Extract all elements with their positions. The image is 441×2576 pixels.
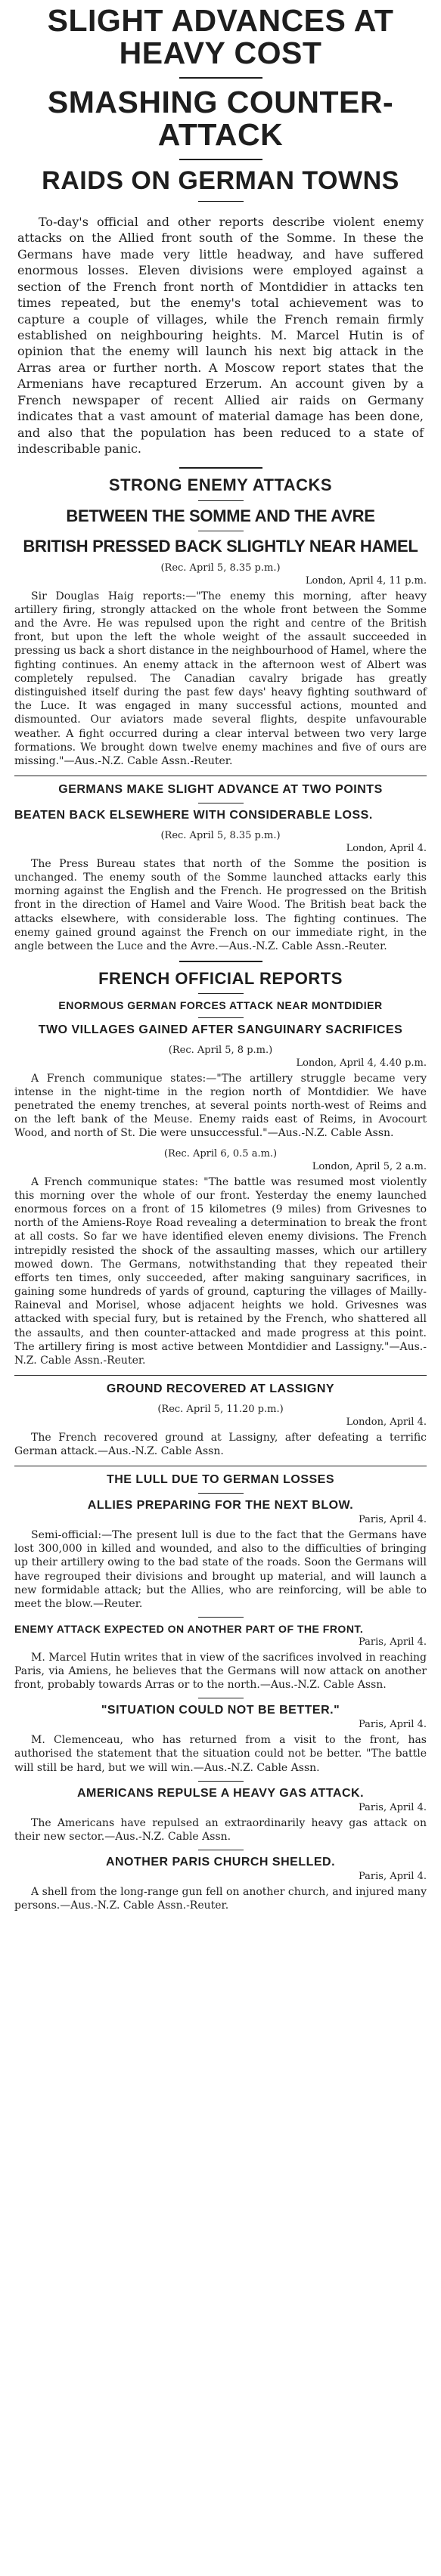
section-title: FRENCH OFFICIAL REPORTS bbox=[98, 969, 343, 989]
divider bbox=[198, 1017, 244, 1018]
divider bbox=[198, 993, 244, 994]
section-germans-slight-advance bbox=[14, 784, 427, 953]
section-subtitle: ENORMOUS GERMAN FORCES ATTACK NEAR MONTDIDIER bbox=[58, 999, 383, 1012]
article-body: The French recovered ground at Lassigny, after defeating a terrific German attack.—Aus.-N.Z. Cable Assn. bbox=[14, 1432, 427, 1458]
article-body: A shell from the long-range gun fell on another church, and injured many persons.—Aus.-N.Z. Cable Assn.-Reuter. bbox=[14, 1885, 427, 1912]
section-title: STRONG ENEMY ATTACKS bbox=[108, 475, 333, 495]
article-head: ALLIES PREPARING FOR THE NEXT BLOW. bbox=[87, 1499, 354, 1512]
article-body: M. Marcel Hutin writes that in view of the sacrifices involved in reaching Paris, via Amiens, he believes that the Germans will now attack on another front, probably towards Arras or to the north.—Aus.-N.Z. Cable Assn. bbox=[14, 1651, 427, 1692]
article-body: Sir Douglas Haig reports:—"The enemy this morning, after heavy artillery firing, strongly attacked on the whole front between the Somme and the Avre. He was repulsed upon the right and centre of the British front, but upon the left the whole weight of the assault succeeded in pressing us back a short distance in the neighbourhood of Hamel, where the fighting continues. An enemy attack in the afternoon west of Albert was completely repulsed. The Canadian cavalry brigade has greatly distinguished itself during the past few days' heavy fighting southward of the Luce. It was engaged in many successful actions, mounted and dismounted. Our aviators made several flights, despite unfavourable weather. A fight occurred during a clear interval between two very large formations. We brought down twelve enemy machines and five of ours are missing."—Aus.-N.Z. Cable Assn.-Reuter. bbox=[14, 590, 427, 767]
article-head: "SITUATION COULD NOT BE BETTER." bbox=[101, 1704, 340, 1717]
dateline: Paris, April 4. bbox=[359, 1636, 427, 1648]
section-subtitle: BETWEEN THE SOMME AND THE AVRE bbox=[66, 506, 375, 525]
intro-paragraph: To-day's official and other reports describe violent enemy attacks on the Allied front south of the Somme. In these the Germans have made very little headway, and have suffered enormous losses. Eleven divisions were employed against a section of the French front north of Montdidier in attacks ten times repeated, but the enemy's total achievement was to capture a couple of villages, while the French remain firmly established on neighbouring heights. M. Marcel Hutin is of opinion that the enemy will launch his next big attack in the Arras area or further north. A Moscow report states that the Armenians have recaptured Erzerum. An account given by a French newspaper of recent Allied air raids on Germany indicates that a vast amount of material damage has been done, and also that the population has been reduced to a state of indescribable panic. bbox=[17, 214, 424, 456]
section-lull-german-losses bbox=[14, 1474, 427, 1912]
divider bbox=[198, 1493, 244, 1494]
article-body: The Press Bureau states that north of the Somme the position is unchanged. The enemy south of the Somme launched attacks early this morning against the English and the French. He progressed on the British front in the direction of Hamel and Vaire Wood. The British beat back the attacks elsewhere, with considerable loss. The fighting continues. The enemy gained ground against the French on our immediate right, in the angle between the Luce and the Avre.—Aus.-N.Z. Cable Assn.-Reuter. bbox=[14, 857, 427, 952]
article-body: A French communique states: "The battle was resumed most violently this morning over the whole of our front. Yesterday the enemy launched enormous forces on a front of 15 kilometres (9 miles) from Grivesnes to north of the Amiens-Roye Road revealing a determination to break the front at all costs. So far we have identified eleven enemy divisions. The French intrepidly resisted the shock of the assaulting masses, which our artillery mowed down. The Germans, notwithstanding that they repeated their efforts ten times, only succeeded, after making sanguinary sacrifices, in gaining some hundreds of yards of ground, capturing the villages of Mailly-Raineval and Morisel, whose adjacent heights we hold. Grivesnes was attacked with special fury, but is retained by the French, who shattered all the assaults, and then counter-attacked and made progress at this point. The artillery firing is most active between Montdidier and Lassigny."—Aus.-N.Z. Cable Assn.-Reuter. bbox=[14, 1175, 427, 1367]
dateline: London, April 4, 4.40 p.m. bbox=[296, 1057, 427, 1069]
article-body: M. Clemenceau, who has returned from a visit to the front, has authorised the statement that the situation could not be better. "The battle will still be hard, but we will win.—Aus.-N.Z. Cable Assn. bbox=[14, 1734, 427, 1774]
received-time: (Rec. April 5, 8 p.m.) bbox=[168, 1044, 273, 1056]
divider bbox=[198, 1617, 244, 1618]
article-head: AMERICANS REPULSE A HEAVY GAS ATTACK. bbox=[76, 1786, 365, 1800]
divider bbox=[198, 500, 244, 501]
article-body: The Americans have repulsed an extraordinarily heavy gas attack on their new sector.—Aus.-N.Z. Cable Assn. bbox=[14, 1816, 427, 1843]
divider bbox=[179, 159, 262, 160]
section-title: GERMANS MAKE SLIGHT ADVANCE AT TWO POINTS bbox=[58, 783, 383, 797]
dateline: London, April 4, 11 p.m. bbox=[305, 574, 427, 587]
received-time: (Rec. April 5, 8.35 p.m.) bbox=[160, 562, 281, 574]
article-head: ENEMY ATTACK EXPECTED ON ANOTHER PART OF THE FRONT. bbox=[14, 1623, 364, 1636]
section-subtitle: BEATEN BACK ELSEWHERE WITH CONSIDERABLE LOSS. bbox=[14, 808, 373, 822]
received-time: (Rec. April 6, 0.5 a.m.) bbox=[163, 1147, 278, 1160]
dateline: Paris, April 4. bbox=[359, 1801, 427, 1813]
divider bbox=[14, 1375, 427, 1376]
dateline: Paris, April 4. bbox=[359, 1719, 427, 1731]
divider bbox=[179, 77, 262, 79]
section-title: THE LULL DUE TO GERMAN LOSSES bbox=[106, 1473, 335, 1487]
received-time: (Rec. April 5, 11.20 p.m.) bbox=[157, 1404, 284, 1415]
dateline: London, April 4. bbox=[346, 842, 427, 854]
dateline: London, April 4. bbox=[346, 1416, 427, 1428]
article-head: ANOTHER PARIS CHURCH SHELLED. bbox=[105, 1855, 336, 1869]
divider bbox=[179, 467, 262, 469]
headline-second: SMASHING COUNTER-ATTACK bbox=[47, 85, 394, 153]
article-body: A French communique states:—"The artillery struggle became very intense in the night-time in the region north of Montdidier. We have penetrated the enemy trenches, at several points north-west of Reims and on the left bank of the Meuse. Enemy raids east of Reims, in Avocourt Wood, and north of St. Die were unsuccessful."—Aus.-N.Z. Cable Assn. bbox=[14, 1072, 427, 1140]
section-title: GROUND RECOVERED AT LASSIGNY bbox=[106, 1382, 335, 1396]
dateline: London, April 5, 2 a.m. bbox=[312, 1160, 427, 1172]
article-head: BRITISH PRESSED BACK SLIGHTLY NEAR HAMEL bbox=[23, 536, 418, 556]
section-strong-enemy-attacks bbox=[14, 476, 427, 768]
dateline: Paris, April 4. bbox=[359, 1513, 427, 1525]
divider bbox=[179, 961, 262, 962]
divider bbox=[198, 201, 244, 202]
article-body: Semi-official:—The present lull is due to the fact that the Germans have lost 300,000 in killed and wounded, and also to the difficulties of bringing up their artillery owing to the bad state of the roads. Soon the Germans will have regrouped their divisions and brought up material, and will launch a new formidable attack; but the Allies, who are reinforcing, will be able to meet the blow.—Reuter. bbox=[14, 1528, 427, 1610]
article-head: TWO VILLAGES GAINED AFTER SANGUINARY SACRIFICES bbox=[38, 1023, 403, 1036]
headline-main: SLIGHT ADVANCES AT HEAVY COST bbox=[47, 3, 394, 71]
section-ground-recovered-lassigny bbox=[14, 1383, 427, 1458]
section-french-official-reports bbox=[14, 970, 427, 1367]
headline-third: RAIDS ON GERMAN TOWNS bbox=[42, 166, 399, 196]
news-column bbox=[14, 0, 427, 1912]
divider bbox=[198, 1781, 244, 1782]
dateline: Paris, April 4. bbox=[359, 1870, 427, 1882]
received-time: (Rec. April 5, 8.35 p.m.) bbox=[160, 829, 281, 841]
